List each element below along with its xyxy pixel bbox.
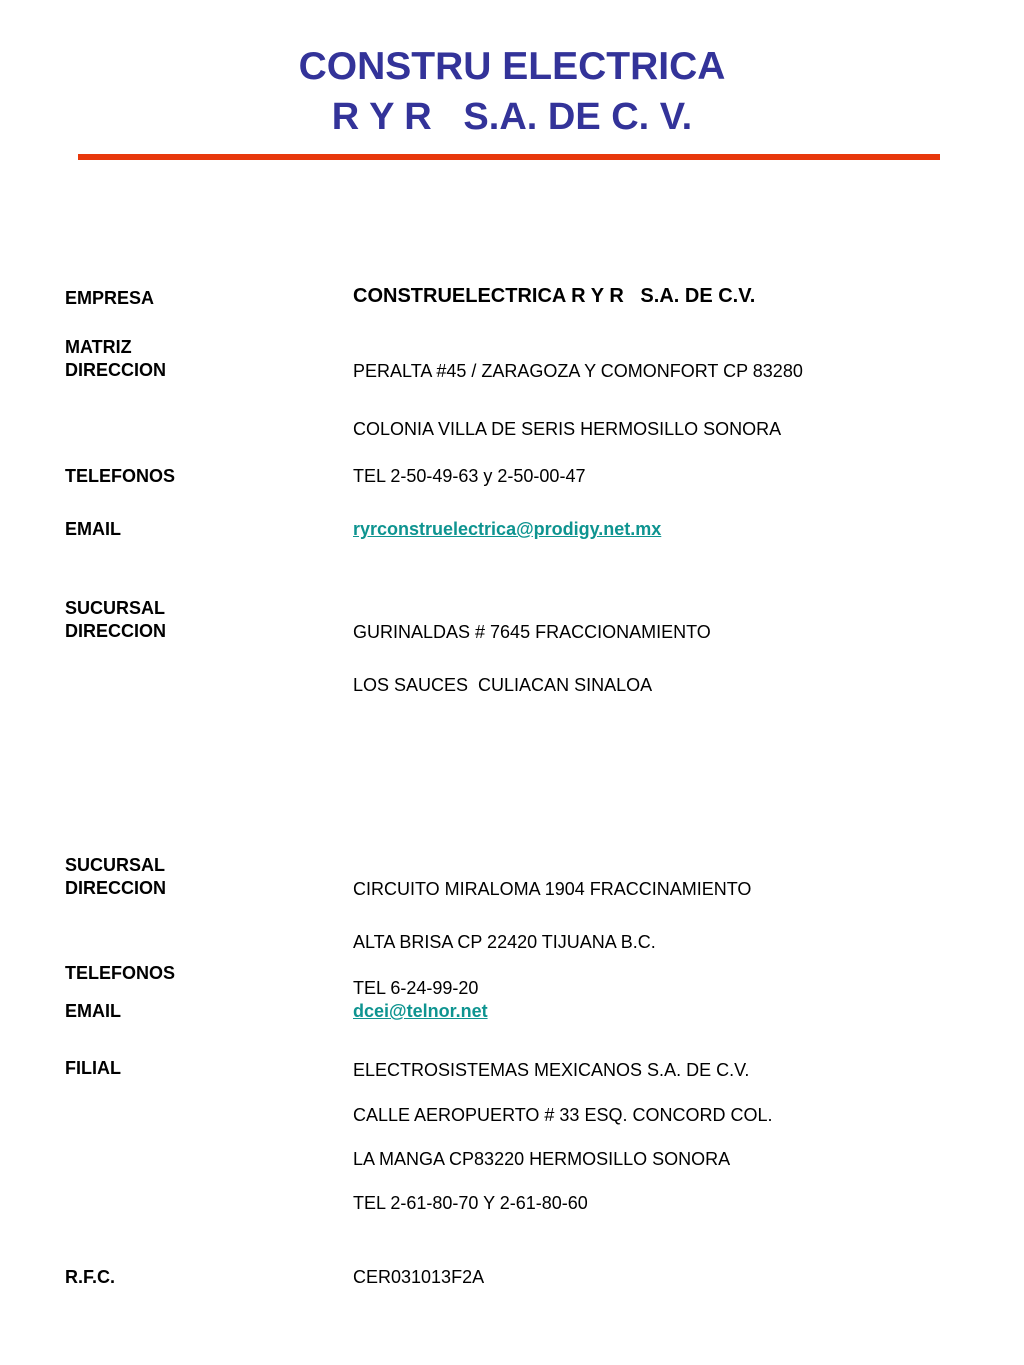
sucursal-1-address-line1: GURINALDAS # 7645 FRACCIONAMIENTO [353,622,711,642]
matriz-email-link[interactable]: ryrconstruelectrica@prodigy.net.mx [353,519,662,539]
sucursal-2-label-line2: DIRECCION [65,878,167,898]
header-divider-rule [78,154,940,160]
rfc-label: R.F.C. [65,1267,116,1287]
sucursal-2-email-label: EMAIL [65,1001,121,1021]
filial-line3: LA MANGA CP83220 HERMOSILLO SONORA [353,1149,731,1169]
page-title-line1: CONSTRU ELECTRICA [298,45,726,88]
sucursal-2-telefonos-label: TELEFONOS [65,963,176,983]
matriz-email-label: EMAIL [65,519,121,539]
page-title [0,42,1024,142]
matriz-telefonos-value: TEL 2-50-49-63 y 2-50-00-47 [353,466,586,486]
matriz-address-line1: PERALTA #45 / ZARAGOZA Y COMONFORT CP 83280 [353,361,803,381]
filial-line2: CALLE AEROPUERTO # 33 ESQ. CONCORD COL. [353,1105,773,1125]
filial-line4: TEL 2-61-80-70 Y 2-61-80-60 [353,1193,588,1213]
matriz-telefonos-label: TELEFONOS [65,466,176,486]
matriz-label-line1: MATRIZ [65,337,132,357]
sucursal-2-address-line2: ALTA BRISA CP 22420 TIJUANA B.C. [353,932,656,952]
matriz-label-line2: DIRECCION [65,360,167,380]
sucursal-1-label-line1: SUCURSAL [65,598,166,618]
sucursal-2-direccion-label [65,854,166,900]
sucursal-2-telefonos-value: TEL 6-24-99-20 [353,978,479,998]
sucursal-1-address-line2: LOS SAUCES CULIACAN SINALOA [353,675,653,695]
sucursal-2-label-line1: SUCURSAL [65,855,166,875]
sucursal-2-address-line1: CIRCUITO MIRALOMA 1904 FRACCINAMIENTO [353,879,752,899]
matriz-address-line2: COLONIA VILLA DE SERIS HERMOSILLO SONORA [353,419,782,439]
rfc-value: CER031013F2A [353,1267,485,1287]
page-title-line2: R Y R S.A. DE C. V. [331,96,693,138]
empresa-label: EMPRESA [65,288,155,308]
filial-label: FILIAL [65,1058,121,1078]
sucursal-1-label-line2: DIRECCION [65,621,167,641]
sucursal-2-email-link[interactable]: dcei@telnor.net [353,1001,488,1021]
sucursal-1-direccion-label [65,597,166,643]
matriz-direccion-label [65,336,166,382]
empresa-value: CONSTRUELECTRICA R Y R S.A. DE C.V. [353,285,756,307]
filial-line1: ELECTROSISTEMAS MEXICANOS S.A. DE C.V. [353,1060,750,1080]
